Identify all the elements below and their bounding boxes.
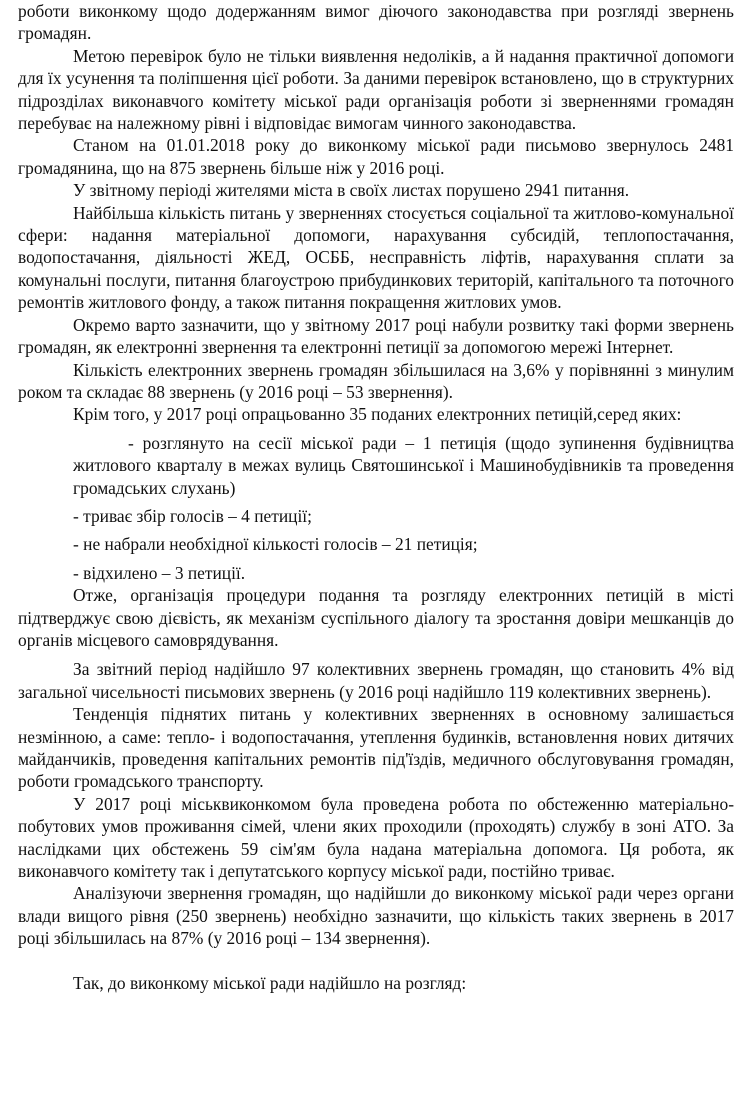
list-item-petition-rejected: - відхилено – 3 петиції. — [73, 562, 246, 583]
paragraph-continuation: роботи виконкому щодо додержанням вимог діючого законодавства при розгляді звернень громадян. — [18, 1, 734, 44]
paragraph-higher-authorities: Аналізуючи звернення громадян, що надійшли до виконкому міської ради через органи влади вищого рівня (250 звернень) необхідно зазначити, що кількість таких звернень в 2017 році збільшилась на 87% (у 2016 році – 134 звернення). — [18, 883, 734, 949]
paragraph-appeals-count: Станом на 01.01.2018 року до виконкому міської ради письмово звернулось 2481 громадянина, що на 875 звернень більше ніж у 2016 році. — [18, 135, 734, 178]
paragraph-inspection-goals: Метою перевірок було не тільки виявлення недоліків, а й надання практичної допомоги для їх усунення та поліпшення цієї роботи. За даними перевірок встановлено, що в структурних підрозділах виконавчого комітету міської ради організація роботи зі зверненнями громадян перебуває на належному рівні і відповідає вимогам чинного законодавства. — [18, 45, 734, 134]
paragraph-received-intro: Так, до виконкому міської ради надійшло на розгляд: — [73, 972, 467, 993]
paragraph-collective-appeals: За звітний період надійшло 97 колективних звернень громадян, що становить 4% від загальної чисельності письмових звернень (у 2016 році надійшло 119 колективних звернень). — [18, 659, 734, 702]
document-page — [18, 0, 734, 994]
list-item-petition-collecting: - триває збір голосів – 4 петиції; — [73, 505, 312, 526]
paragraph-electronic-appeals: Кількість електронних звернень громадян збільшилася на 3,6% у порівнянні з минулим роком та складає 88 звернень (у 2016 році – 53 звернення). — [18, 359, 734, 402]
paragraph-issues-count: У звітному періоді жителями міста в своїх листах порушено 2941 питання. — [73, 180, 630, 201]
paragraph-collective-topics: Тенденція піднятих питань у колективних зверненнях в основному залишається незмінною, а саме: тепло- і водопостачання, утеплення будинків, встановлення нових дитячих майданчиків, проведення капітальних ремонтів під'їздів, медичного обслуговування громадян, роботи громадського транспорту. — [18, 704, 734, 792]
paragraph-petitions-intro: Крім того, у 2017 році опрацьованно 35 поданих електронних петицій,серед яких: — [73, 404, 682, 425]
paragraph-electronic-forms: Окремо варто зазначити, що у звітному 2017 році набули розвитку такі форми звернень громадян, як електронні звернення та електронні петиції за допомогою мережі Інтернет. — [18, 314, 734, 358]
list-item-petition-insufficient: - не набрали необхідної кількості голосів – 21 петиція; — [73, 534, 478, 555]
paragraph-petitions-conclusion: Отже, організація процедури подання та розгляду електронних петицій в місті підтверджує свою дієвість, як механізм суспільного діалогу та зростання довіри мешканців до органів місцевого самоврядування. — [18, 585, 734, 650]
paragraph-main-topics: Найбільша кількість питань у зверненнях стосується соціальної та житлово-комунальної сфери: надання матеріальної допомоги, нарахування субсидій, теплопостачання, водопостачання, діяльності ЖЕД, ОСББ, несправність ліфтів, нарахування сплати за комунальні послуги, питання благоустрою прибудинкових територій, капітального та поточного ремонтів житлового фонду, а також питання покращення житлових умов. — [18, 202, 734, 313]
list-item-petition-considered: - розглянуто на сесії міської ради – 1 петиція (щодо зупинення будівництва житлового кварталу в межах вулиць Святошинської і Машинобудівників та проведення громадських слухань) — [73, 432, 734, 498]
paragraph-ato-families: У 2017 році міськвиконкомом була проведена робота по обстеженню матеріально-побутових умов проживання сімей, члени яких проходили (проходять) службу в зоні АТО. За наслідками цих обстежень 59 сім'ям була надана матеріальна допомога. Ця робота, як виконавчого комітету так і депутатського корпусу міської ради, постійно триває. — [18, 793, 734, 882]
